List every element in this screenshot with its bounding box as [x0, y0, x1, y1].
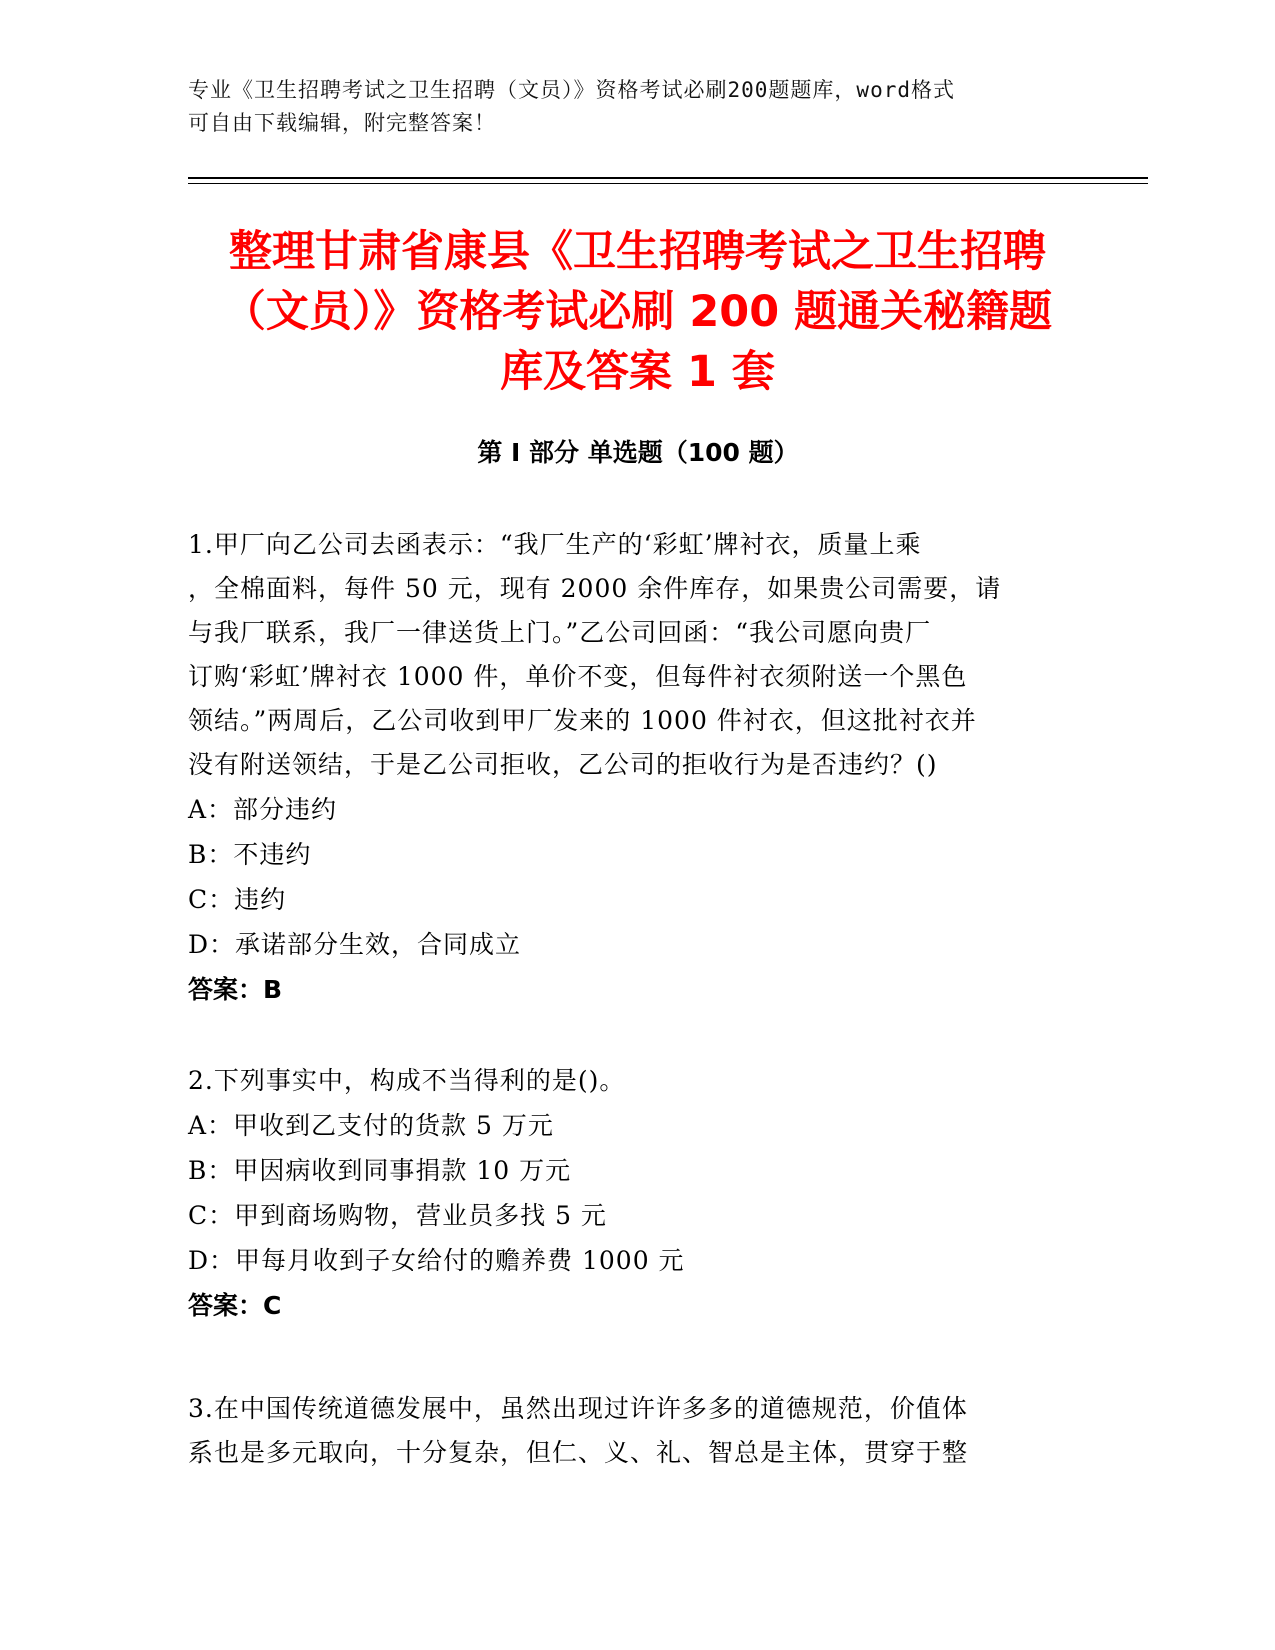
option-a: A：部分违约: [188, 795, 338, 824]
header-note-line: 可自由下载编辑，附完整答案！: [188, 111, 496, 135]
question-3: [188, 1387, 1068, 1475]
question-stem: [188, 523, 1068, 787]
title-line: （文员）》资格考试必刷 200 题通关秘籍题: [222, 287, 1053, 337]
option-d: D：甲每月收到子女给付的赡养费 1000 元: [188, 1246, 685, 1275]
stem-line: 系也是多元取向，十分复杂，但仁、义、礼、智总是主体，贯穿于整: [188, 1438, 969, 1467]
option-d: D：承诺部分生效，合同成立: [188, 930, 522, 959]
stem-line: 与我厂联系，我厂一律送货上门。”乙公司回函：“我公司愿向贵厂: [188, 618, 932, 647]
header-divider: [188, 177, 1148, 179]
header-note-line: 专业《卫生招聘考试之卫生招聘（文员）》资格考试必刷200题题库，word格式: [188, 78, 955, 102]
question-stem: [188, 1059, 1068, 1103]
option-b: B：不违约: [188, 840, 312, 869]
header-note: [188, 74, 1068, 140]
question-stem: [188, 1387, 1068, 1475]
title-line: 库及答案 1 套: [500, 347, 775, 397]
option-c: C：违约: [188, 885, 287, 914]
stem-line: 领结。”两周后，乙公司收到甲厂发来的 1000 件衬衣，但这批衬衣并: [188, 706, 977, 735]
question-1: [188, 523, 1068, 1013]
stem-line: 2.下列事实中，构成不当得利的是()。: [188, 1066, 626, 1095]
stem-line: 没有附送领结，于是乙公司拒收，乙公司的拒收行为是否违约？(): [188, 750, 938, 779]
answer: 答案：C: [188, 1291, 282, 1320]
stem-line: ，全棉面料，每件 50 元，现有 2000 余件库存，如果贵公司需要，请: [188, 574, 1002, 603]
option-c: C：甲到商场购物，营业员多找 5 元: [188, 1201, 607, 1230]
question-2: [188, 1059, 1068, 1329]
stem-line: 3.在中国传统道德发展中，虽然出现过许许多多的道德规范，价值体: [188, 1394, 968, 1423]
stem-line: 订购‘彩虹’牌衬衣 1000 件，单价不变，但每件衬衣须附送一个黑色: [188, 662, 968, 691]
answer: 答案：B: [188, 975, 283, 1004]
section-heading: 第 I 部分 单选题（100 题）: [477, 438, 799, 467]
document-title: [150, 222, 1125, 402]
option-a: A：甲收到乙支付的货款 5 万元: [188, 1111, 554, 1140]
header-divider-thin: [188, 183, 1148, 184]
title-line: 整理甘肃省康县《卫生招聘考试之卫生招聘: [229, 227, 1046, 277]
stem-line: 1.甲厂向乙公司去函表示：“我厂生产的‘彩虹’牌衬衣，质量上乘: [188, 530, 922, 559]
option-b: B：甲因病收到同事捐款 10 万元: [188, 1156, 572, 1185]
